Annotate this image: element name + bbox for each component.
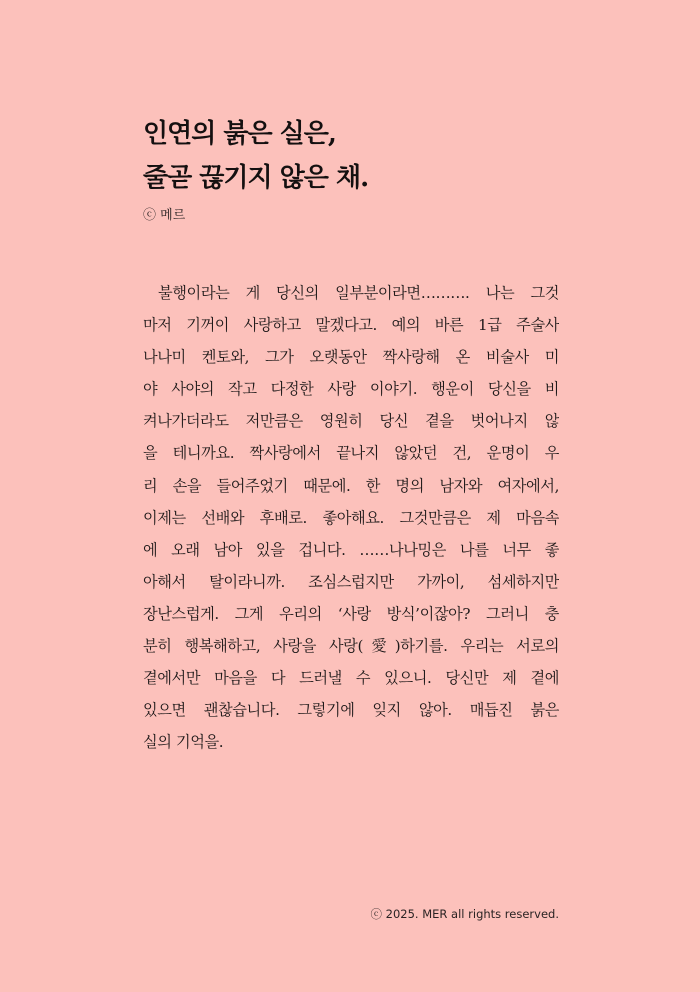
author-credit: ⓒ 메르	[143, 208, 186, 223]
body-line: 야 사야의 작고 다정한 사랑 이야기. 행운이 당신을 비	[143, 380, 559, 399]
title-block	[143, 112, 563, 226]
body-line: 나나미 켄토와, 그가 오랫동안 짝사랑해 온 비술사 미	[143, 348, 559, 367]
body-line: 마저 기꺼이 사랑하고 말겠다고. 예의 바른 1급 주술사	[143, 316, 559, 335]
body-line: 을 테니까요. 짝사랑에서 끝나지 않았던 건, 운명이 우	[143, 444, 559, 463]
synopsis-body	[143, 277, 559, 758]
body-line: 불행이라는 게 당신의 일부분이라면………. 나는 그것	[158, 284, 559, 302]
body-line: 장난스럽게. 그게 우리의 ‘사랑 방식’이잖아? 그러니 충	[143, 604, 559, 623]
body-line: 이제는 선배와 후배로. 좋아해요. 그것만큼은 제 마음속	[143, 508, 559, 527]
body-line: 리 손을 들어주었기 때문에. 한 명의 남자와 여자에서,	[143, 476, 559, 495]
body-line: 실의 기억을.	[143, 733, 224, 752]
body-line: 있으면 괜찮습니다. 그렇기에 잊지 않아. 매듭진 붉은	[143, 701, 559, 720]
title-line-2: 줄곧 끊기지 않은 채.	[143, 163, 369, 193]
copyright-notice: ⓒ 2025. MER all rights reserved.	[370, 907, 559, 921]
body-line: 켜나가더라도 저만큼은 영원히 당신 곁을 벗어나지 않	[143, 412, 559, 431]
body-line: 분히 행복해하고, 사랑을 사랑(愛)하기를. 우리는 서로의	[143, 637, 559, 656]
title-line-1: 인연의 붉은 실은,	[143, 119, 336, 149]
body-line: 아해서 탈이라니까. 조심스럽지만 가까이, 섬세하지만	[143, 572, 559, 591]
body-line: 에 오래 남아 있을 겁니다. ……나나밍은 나를 너무 좋	[143, 540, 559, 559]
body-line: 곁에서만 마음을 다 드러낼 수 있으니. 당신만 제 곁에	[143, 669, 559, 688]
